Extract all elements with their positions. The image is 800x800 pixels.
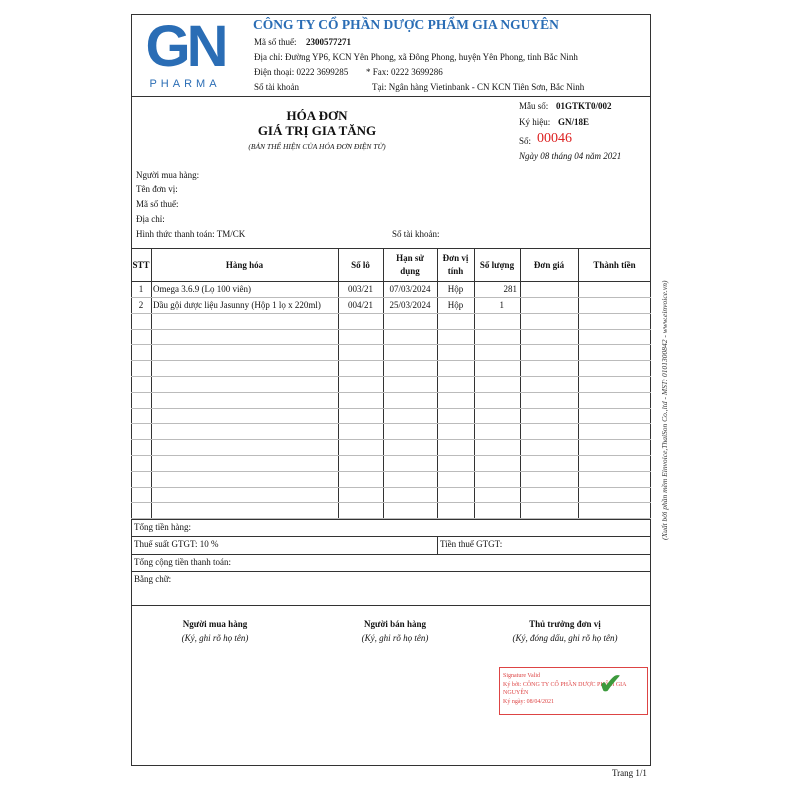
invoice-title-vat: GIÁ TRỊ GIA TĂNG <box>257 123 377 138</box>
header-stt: STT <box>132 260 150 270</box>
header-expiry-1: Hạn sử <box>396 253 424 263</box>
signature-signer-line2: NGUYÊN <box>503 690 529 696</box>
table-row-line <box>131 518 651 519</box>
vat-amount-label: Tiền thuế GTGT: <box>440 539 503 549</box>
invoice-subtitle: (BẢN THỂ HIỆN CỦA HÓA ĐƠN ĐIỆN TỬ) <box>248 142 386 151</box>
row-qty: 281 <box>503 284 517 294</box>
table-header-bottom <box>131 281 651 282</box>
invoice-title: HÓA ĐƠN <box>286 108 348 123</box>
vat-rate: Thuế suất GTGT: 10 % <box>134 539 219 549</box>
signature-date: Ký ngày: 08/04/2021 <box>503 699 554 705</box>
company-fax: * Fax: 0222 3699286 <box>366 67 443 77</box>
table-row-line <box>131 376 651 377</box>
sign-seller-note: (Ký, ghi rõ họ tên) <box>361 633 429 643</box>
col-divider-qty <box>520 248 521 519</box>
row-unit: Hộp <box>447 300 464 310</box>
signature-valid-text: Signature Valid <box>503 673 541 679</box>
row-unit: Hộp <box>447 284 464 294</box>
header-divider <box>131 96 651 97</box>
col-divider-stt <box>151 248 152 519</box>
buyer-tax-label: Mã số thuế: <box>136 199 179 209</box>
header-unit-1: Đơn vị <box>442 253 469 263</box>
row-lot: 003/21 <box>347 284 373 294</box>
table-bottom-border <box>131 519 651 520</box>
table-row-line <box>131 439 651 440</box>
company-name: CÔNG TY CỔ PHẦN DƯỢC PHẨM GIA NGUYÊN <box>253 17 559 32</box>
software-side-note: (Xuất bởi phần mềm Einvoice,ThaiSon Co.,ltd - MST: 0101300842 - www.einvoice.vn) <box>660 280 669 540</box>
row-item: Dầu gội dược liệu Jasunny (Hộp 1 lọ x 220ml) <box>153 300 321 310</box>
table-row-line <box>131 455 651 456</box>
row-expiry: 07/03/2024 <box>389 284 431 294</box>
table-top-border <box>131 248 651 249</box>
invoice-number: 00046 <box>537 131 572 146</box>
header-price: Đơn giá <box>533 260 565 270</box>
logo-subtitle: PHARMA <box>149 78 221 90</box>
invoice-number-label: Số: <box>519 136 532 146</box>
totals-divider-4 <box>131 605 651 606</box>
table-row-line <box>131 471 651 472</box>
vat-divider <box>437 536 438 554</box>
header-amount: Thành tiền <box>593 260 636 270</box>
buyer-unit-label: Tên đơn vị: <box>136 184 178 194</box>
company-bank: Tại: Ngân hàng Vietinbank - CN KCN Tiên Sơn, Bắc Ninh <box>372 82 585 92</box>
table-row-line <box>131 423 651 424</box>
header-unit-2: tính <box>447 266 464 276</box>
row-lot: 004/21 <box>347 300 373 310</box>
serial-label: Ký hiệu: <box>519 117 551 127</box>
table-row-line <box>131 313 651 314</box>
header-item: Hàng hóa <box>225 260 264 270</box>
row-item: Omega 3.6.9 (Lọ 100 viên) <box>153 284 251 294</box>
amount-in-words-label: Bằng chữ: <box>134 574 172 584</box>
header-lot: Số lô <box>351 260 370 270</box>
totals-divider-2 <box>131 554 651 555</box>
logo-letters: GN <box>145 14 225 79</box>
sign-head-note: (Ký, đóng dấu, ghi rõ họ tên) <box>512 633 618 643</box>
table-row-line <box>131 392 651 393</box>
sign-seller-title: Người bán hàng <box>364 619 426 629</box>
table-row-line <box>131 487 651 488</box>
page-number: Trang 1/1 <box>612 768 647 778</box>
buyer-name-label: Người mua hàng: <box>136 170 200 180</box>
header-qty: Số lượng <box>479 260 515 270</box>
table-row-line <box>131 502 651 503</box>
table-row-line <box>131 329 651 330</box>
company-address: Địa chỉ: Đường YP6, KCN Yên Phong, xã Đông Phong, huyện Yên Phong, tỉnh Bắc Ninh <box>254 52 578 62</box>
row-qty: 1 <box>499 300 504 310</box>
sign-buyer-title: Người mua hàng <box>182 619 248 629</box>
company-phone: Điện thoại: 0222 3699285 <box>254 67 349 77</box>
company-tax-code: 2300577271 <box>306 37 351 47</box>
table-row-line <box>131 360 651 361</box>
buyer-account-label: Số tài khoản: <box>392 229 440 239</box>
checkmark-icon: ✔ <box>598 667 624 702</box>
row-expiry: 25/03/2024 <box>389 300 431 310</box>
sign-buyer-note: (Ký, ghi rõ họ tên) <box>181 633 249 643</box>
subtotal-label: Tổng tiền hàng: <box>134 522 191 532</box>
row-stt: 1 <box>138 284 144 294</box>
totals-divider-1 <box>131 536 651 537</box>
table-row-line <box>131 297 651 298</box>
col-divider-price <box>578 248 579 519</box>
serial-value: GN/18E <box>558 117 590 127</box>
grand-total-label: Tổng cộng tiền thanh toán: <box>134 557 231 567</box>
invoice-date: Ngày 08 tháng 04 năm 2021 <box>519 151 622 161</box>
signature-signer-line1: Ký bởi: CÔNG TY CỔ PHẦN DƯỢC PHẨM GIA <box>503 682 627 688</box>
header-expiry-2: dụng <box>400 266 420 276</box>
sign-head-title: Thủ trưởng đơn vị <box>529 619 601 629</box>
payment-method: Hình thức thanh toán: TM/CK <box>136 229 246 239</box>
form-number: 01GTKT0/002 <box>556 101 612 111</box>
table-row-line <box>131 344 651 345</box>
buyer-address-label: Địa chỉ: <box>136 214 165 224</box>
row-stt: 2 <box>138 300 144 310</box>
form-label: Mẫu số: <box>519 101 549 111</box>
company-logo <box>136 16 234 94</box>
company-account-label: Số tài khoản <box>254 82 299 92</box>
table-row-line <box>131 408 651 409</box>
totals-divider-3 <box>131 571 651 572</box>
company-tax-label: Mã số thuế: <box>254 37 297 47</box>
